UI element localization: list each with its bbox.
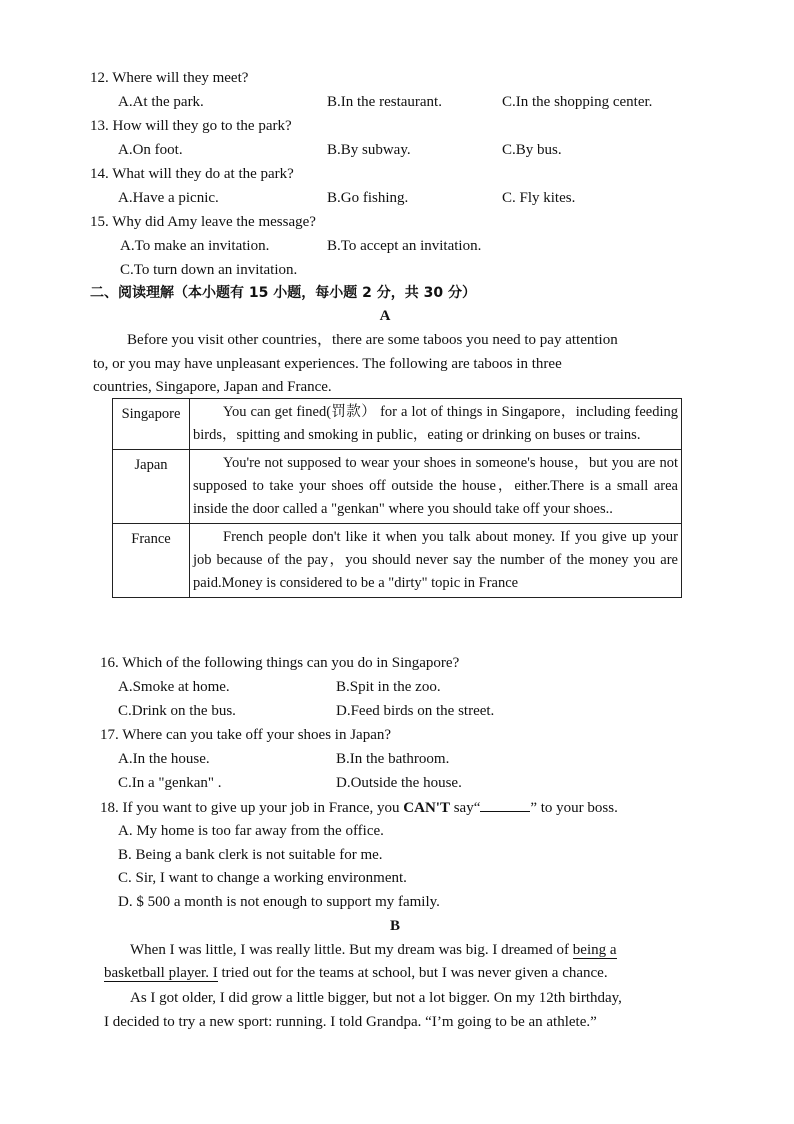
question-13-option-c: C.By bus. xyxy=(502,142,562,158)
table-row xyxy=(113,399,682,450)
question-12-stem: 12. Where will they meet? xyxy=(90,70,249,86)
taboo-table xyxy=(112,398,682,598)
intro-line-2: to, or you may have unpleasant experiences. The following are taboos in three xyxy=(93,356,562,372)
question-15-option-a: A.To make an invitation. xyxy=(120,238,270,254)
question-17-option-c: C.In a "genkan" . xyxy=(118,775,222,791)
question-16-stem: 16. Which of the following things can you do in Singapore? xyxy=(100,655,460,671)
taboo-description: You can get fined(罚款） for a lot of things in Singapore，including feeding birds，spitting and smoking in public，eating or drinking on buses or trains. xyxy=(190,399,682,450)
question-17-stem: 17. Where can you take off your shoes in Japan? xyxy=(100,727,392,743)
question-17-option-a: A.In the house. xyxy=(118,751,210,767)
question-12-option-c: C.In the shopping center. xyxy=(502,94,653,110)
question-13-option-b: B.By subway. xyxy=(327,142,411,158)
question-16-option-d: D.Feed birds on the street. xyxy=(336,703,495,719)
question-15-stem: 15. Why did Amy leave the message? xyxy=(90,214,316,230)
taboo-description: French people don't like it when you talk about money. If you give up your job because of the pay，you should never say the number of the money you are paid.Money is considered to be a "dirty" topic in France xyxy=(190,524,682,598)
question-14-option-a: A.Have a picnic. xyxy=(118,190,219,206)
intro-line-3: countries, Singapore, Japan and France. xyxy=(93,379,332,395)
question-18-stem: 18. If you want to give up your job in France, you CAN'T say“ ” to your boss. xyxy=(100,797,618,818)
intro-line-1: Before you visit other countries，there are some taboos you need to pay attention xyxy=(127,332,618,348)
country-cell: France xyxy=(113,524,190,598)
question-15-option-c: C.To turn down an invitation. xyxy=(120,262,298,278)
table-row xyxy=(113,450,682,524)
question-13-option-a: A.On foot. xyxy=(118,142,183,158)
passage-b-label: B xyxy=(389,918,400,934)
question-13-stem: 13. How will they go to the park? xyxy=(90,118,292,134)
question-16-option-c: C.Drink on the bus. xyxy=(118,703,236,719)
table-row xyxy=(113,524,682,598)
question-18-option-d: D. $ 500 a month is not enough to support my family. xyxy=(118,894,440,910)
passage-a-label: A xyxy=(379,308,391,324)
question-14-option-c: C. Fly kites. xyxy=(502,190,576,206)
country-cell: Singapore xyxy=(113,399,190,450)
answer-blank xyxy=(480,797,530,812)
passage-b-line-3: As I got older, I did grow a little bigger, but not a lot bigger. On my 12th birthday, xyxy=(130,990,622,1006)
country-cell: Japan xyxy=(113,450,190,524)
question-16-option-b: B.Spit in the zoo. xyxy=(336,679,441,695)
question-12-option-b: B.In the restaurant. xyxy=(327,94,442,110)
question-14-option-b: B.Go fishing. xyxy=(327,190,409,206)
question-17-option-d: D.Outside the house. xyxy=(336,775,462,791)
question-12-option-a: A.At the park. xyxy=(118,94,204,110)
question-18-option-b: B. Being a bank clerk is not suitable for me. xyxy=(118,847,383,863)
passage-b-line-2: basketball player. I tried out for the teams at school, but I was never given a chance. xyxy=(104,965,608,981)
section-heading: 二、阅读理解（本小题有 15 小题，每小题 2 分，共 30 分） xyxy=(90,285,476,301)
passage-b-line-1: When I was little, I was really little. But my dream was big. I dreamed of being a xyxy=(130,942,617,958)
question-18-option-c: C. Sir, I want to change a working environment. xyxy=(118,870,407,886)
question-14-stem: 14. What will they do at the park? xyxy=(90,166,294,182)
taboo-description: You're not supposed to wear your shoes in someone's house，but you are not supposed to take your shoes off outside the house，either.There is a small area inside the door called a "genkan" where you should take off your shoes.. xyxy=(190,450,682,524)
question-18-option-a: A. My home is too far away from the office. xyxy=(118,823,384,839)
question-16-option-a: A.Smoke at home. xyxy=(118,679,230,695)
question-17-option-b: B.In the bathroom. xyxy=(336,751,450,767)
question-15-option-b: B.To accept an invitation. xyxy=(327,238,482,254)
passage-b-line-4: I decided to try a new sport: running. I told Grandpa. “I’m going to be an athlete.” xyxy=(104,1014,597,1030)
